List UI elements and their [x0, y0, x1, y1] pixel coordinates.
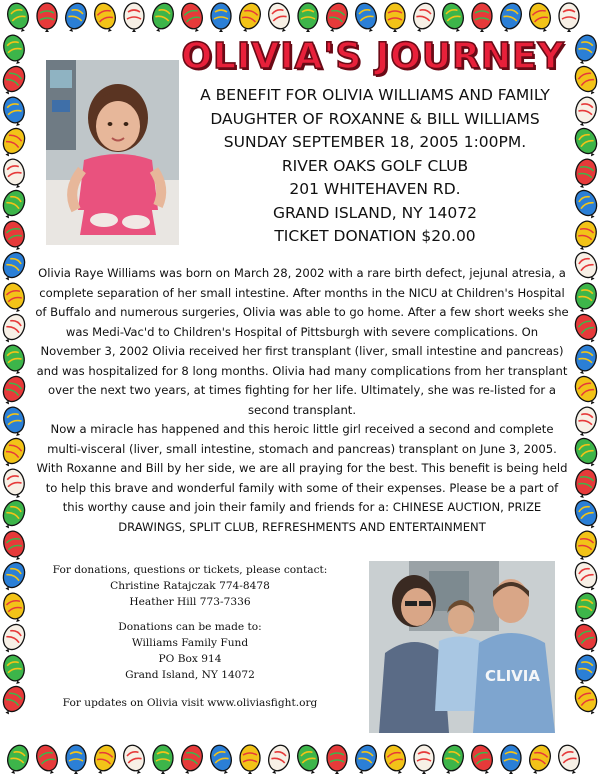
balloon-icon	[327, 745, 347, 774]
balloon-icon	[439, 743, 467, 776]
contact-intro: For donations, questions or tickets, please contact:	[52, 564, 328, 576]
balloon-icon	[352, 743, 380, 776]
event-city: GRAND ISLAND, NY 14072	[273, 203, 477, 222]
balloon-icon	[571, 621, 600, 656]
balloon-icon	[323, 1, 351, 35]
balloon-icon	[0, 187, 29, 222]
balloon-icon	[0, 497, 29, 532]
balloon-icon	[1, 591, 28, 624]
ticket-price: TICKET DONATION $20.00	[274, 227, 476, 245]
balloon-icon	[4, 743, 32, 776]
balloon-icon	[0, 373, 29, 408]
balloon-icon	[211, 3, 231, 32]
balloon-icon	[352, 1, 380, 35]
fund-name: Williams Family Fund	[131, 637, 249, 649]
balloon-icon	[559, 3, 579, 32]
balloon-icon	[1, 219, 28, 252]
event-date: SUNDAY SEPTEMBER 18, 2005 1:00PM.	[223, 133, 527, 151]
balloon-icon	[439, 1, 467, 35]
balloon-icon	[572, 405, 599, 438]
olivia-photo	[46, 60, 179, 245]
balloon-icon	[0, 559, 29, 594]
balloon-icon	[207, 743, 235, 776]
balloon-icon	[0, 683, 29, 718]
balloon-icon	[571, 125, 600, 160]
balloon-icon	[265, 1, 293, 35]
balloon-icon	[501, 745, 521, 774]
balloon-icon	[1, 157, 28, 190]
balloon-icon	[571, 249, 600, 284]
balloon-icon	[572, 95, 599, 128]
balloon-icon	[0, 249, 29, 284]
balloon-icon	[149, 1, 177, 35]
balloon-icon	[298, 3, 318, 32]
balloon-icon	[526, 743, 554, 776]
balloon-icon	[1, 405, 28, 438]
balloon-icon	[4, 1, 32, 35]
balloon-icon	[555, 743, 583, 776]
story-paragraph: Olivia Raye Williams was born on March 28, 2002 with a rare birth defect, jejunal atresia, a complete separation of her small intestine. After months in the NICU at Children's Hospital of Buffalo and numerous surgeries, Olivia was able to go home. After a few short weeks she was Medi-Vac'd to Children's Hospital of Pittsburgh with severe complications. On November 3, 2002 Olivia received her first transplant (liver, small intestine and pancreas) and was hospitalized for 8 long months. Olivia had many complications from her transplant over the next two years, at times fighting for her life. Ultimately, she was re-listed for a second transplant.	[35, 266, 569, 417]
balloon-icon	[124, 3, 144, 32]
balloon-icon	[414, 745, 434, 774]
balloon-icon	[572, 653, 599, 686]
event-venue: RIVER OAKS GOLF CLUB	[281, 156, 469, 175]
balloon-icon	[120, 743, 148, 776]
balloon-icon	[1, 529, 28, 562]
balloon-icon	[33, 743, 61, 776]
balloon-icon	[571, 373, 600, 408]
balloon-icon	[1, 653, 28, 686]
balloon-icon	[66, 745, 86, 774]
fund-pobox: PO Box 914	[158, 653, 222, 665]
balloon-icon	[385, 3, 405, 32]
balloon-icon	[410, 1, 438, 35]
balloon-icon	[1, 343, 28, 376]
balloon-icon	[0, 63, 29, 98]
balloon-icon	[572, 157, 599, 190]
balloon-icon	[572, 591, 599, 624]
balloon-icon	[1, 95, 28, 128]
balloon-icon	[572, 33, 599, 66]
balloon-icon	[240, 745, 260, 774]
balloon-icon	[572, 281, 599, 314]
balloon-icon	[472, 3, 492, 32]
contact-person: Christine Ratajczak 774-8478	[110, 580, 270, 592]
balloon-icon	[178, 743, 206, 776]
story-text	[34, 264, 570, 537]
balloon-icon	[571, 497, 600, 532]
balloon-icon	[62, 1, 90, 35]
shirt-text: CLIVIA	[485, 667, 540, 685]
balloon-icon	[571, 683, 600, 718]
balloon-icon	[1, 467, 28, 500]
balloon-icon	[91, 1, 119, 35]
event-line: A BENEFIT FOR OLIVIA WILLIAMS AND FAMILY	[200, 86, 550, 104]
balloon-icon	[1, 281, 28, 314]
balloon-icon	[572, 467, 599, 500]
balloon-icon	[571, 559, 600, 594]
fund-city: Grand Island, NY 14072	[125, 669, 255, 681]
balloon-icon	[497, 1, 525, 35]
balloon-icon	[0, 125, 29, 160]
balloon-icon	[0, 435, 29, 470]
donations-intro: Donations can be made to:	[118, 621, 262, 633]
balloon-icon	[381, 743, 409, 776]
balloon-icon	[571, 311, 600, 346]
balloon-icon	[571, 187, 600, 222]
event-line: DAUGHTER OF ROXANNE & BILL WILLIAMS	[210, 109, 540, 128]
updates-link: For updates on Olivia visit www.oliviasfight.org	[62, 697, 318, 709]
balloon-icon	[178, 1, 206, 35]
contact-block	[40, 562, 340, 683]
event-address: 201 WHITEHAVEN RD.	[289, 180, 461, 198]
balloon-icon	[0, 311, 29, 346]
balloon-icon	[572, 219, 599, 252]
balloon-icon	[468, 743, 496, 776]
balloon-icon	[571, 435, 600, 470]
balloon-icon	[153, 745, 173, 774]
balloon-icon	[572, 343, 599, 376]
balloon-icon	[236, 1, 264, 35]
event-details	[180, 84, 570, 249]
balloon-icon	[572, 529, 599, 562]
balloon-icon	[571, 63, 600, 98]
contact-person: Heather Hill 773-7336	[129, 596, 251, 608]
family-photo	[369, 561, 555, 733]
balloon-icon	[1, 33, 28, 66]
balloon-icon	[0, 621, 29, 656]
story-paragraph: Now a miracle has happened and this heroic little girl received a second and complete multi-visceral (liver, small intestine, stomach and pancreas) transplant on June 3, 2005. With Roxanne and Bill by her side, we are all praying for the best. This benefit is being held to help this brave and wonderful family with some of their expenses. Please be a part of this worthy cause and join their family and friends for a: CHINESE AUCTION, PRIZE DRAWINGS, SPLIT CLUB, REFRESHMENTS AND ENTERTAINMENT	[36, 422, 568, 534]
page-title: OLIVIA'S JOURNEY	[181, 36, 565, 77]
balloon-icon	[37, 3, 57, 32]
balloon-icon	[91, 743, 119, 776]
balloon-icon	[265, 743, 293, 776]
balloon-icon	[294, 743, 322, 776]
balloon-icon	[526, 1, 554, 35]
